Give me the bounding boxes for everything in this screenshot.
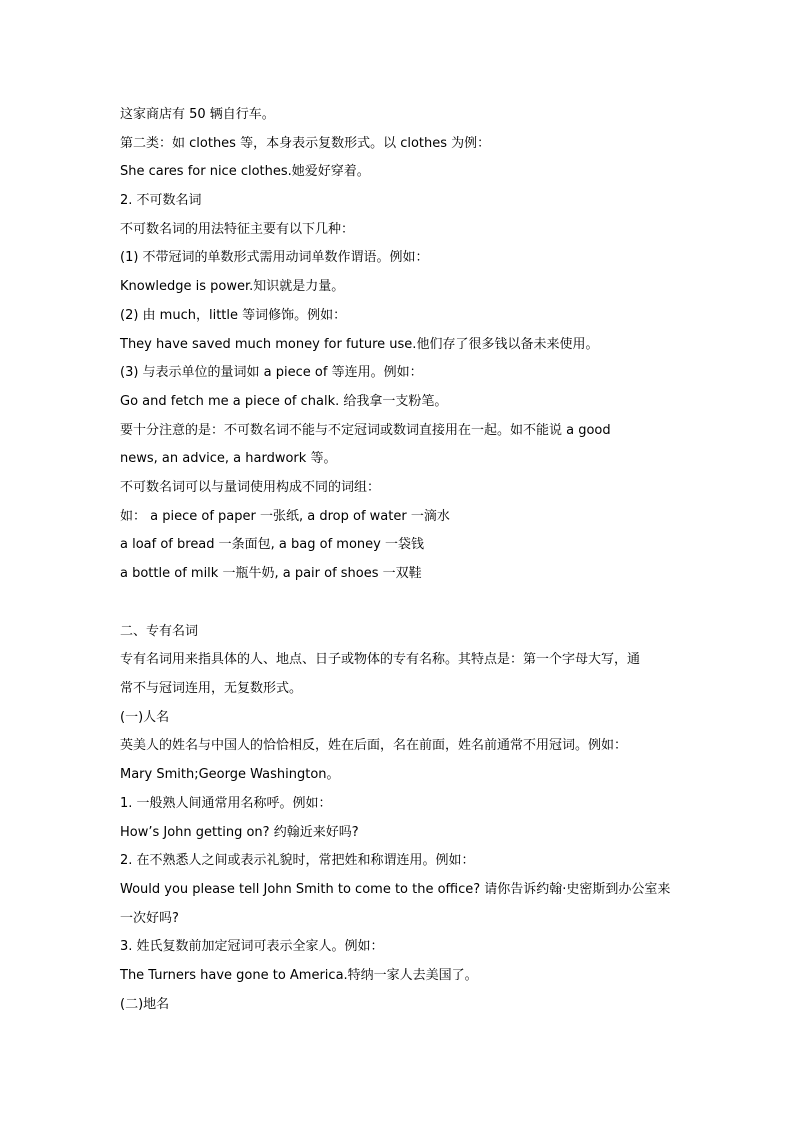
text-line: Would you please tell John Smith to come to the office? 请你告诉约翰·史密斯到办公室来 [120, 881, 671, 897]
text-line: Knowledge is power.知识就是力量。 [120, 279, 345, 295]
text-line: 要十分注意的是：不可数名词不能与不定冠词或数词直接用在一起。如不能说 a good [120, 422, 611, 438]
text-line: 一次好吗? [120, 910, 179, 926]
text-line: 这家商店有 50 辆自行车。 [120, 107, 275, 122]
text-line: Go and fetch me a piece of chalk. 给我拿一支粉笔。 [120, 393, 448, 409]
text-line: 如： a piece of paper 一张纸, a drop of water 一滴水 [120, 508, 450, 524]
section-title: 二、专有名词 [120, 623, 199, 639]
text-line: Mary Smith;George Washington。 [120, 767, 340, 783]
text-line: They have saved much money for future use.他们存了很多钱以备未来使用。 [120, 336, 599, 352]
text-line: How’s John getting on? 约翰近来好吗? [120, 824, 359, 840]
text-line: 2. 在不熟悉人之间或表示礼貌时，常把姓和称谓连用。例如： [120, 853, 475, 869]
text-line: 不可数名词的用法特征主要有以下几种： [120, 221, 355, 237]
text-line: 1. 一般熟人间通常用名称呼。例如： [120, 795, 332, 811]
text-line: The Turners have gone to America.特纳一家人去美国了。 [120, 967, 478, 983]
text-line: (1) 不带冠词的单数形式需用动词单数作谓语。例如： [120, 250, 429, 266]
text-line: news, an advice, a hardwork 等。 [120, 451, 337, 467]
document-body [120, 101, 710, 1019]
text-line: 2. 不可数名词 [120, 193, 202, 209]
text-line: (3) 与表示单位的量词如 a piece of 等连用。例如： [120, 365, 423, 381]
text-line: 第二类：如 clothes 等，本身表示复数形式。以 clothes 为例： [120, 135, 491, 151]
text-line: She cares for nice clothes.她爱好穿着。 [120, 164, 370, 180]
text-line: 英美人的姓名与中国人的恰恰相反，姓在后面，名在前面，姓名前通常不用冠词。例如： [120, 738, 628, 754]
text-line: a loaf of bread 一条面包, a bag of money 一袋钱 [120, 537, 424, 553]
text-line: 专有名词用来指具体的人、地点、日子或物体的专有名称。其特点是：第一个字母大写，通 [120, 652, 641, 668]
text-line: a bottle of milk 一瓶牛奶, a pair of shoes 一双鞋 [120, 566, 422, 581]
text-line: 常不与冠词连用，无复数形式。 [120, 681, 303, 697]
text-line: 3. 姓氏复数前加定冠词可表示全家人。例如： [120, 939, 384, 955]
paragraph-gap [120, 589, 710, 618]
text-line: (2) 由 much，little 等词修饰。例如： [120, 307, 347, 323]
text-line: 不可数名词可以与量词使用构成不同的词组： [120, 479, 381, 495]
text-line: (二)地名 [120, 996, 170, 1012]
text-line: (一)人名 [120, 709, 170, 725]
